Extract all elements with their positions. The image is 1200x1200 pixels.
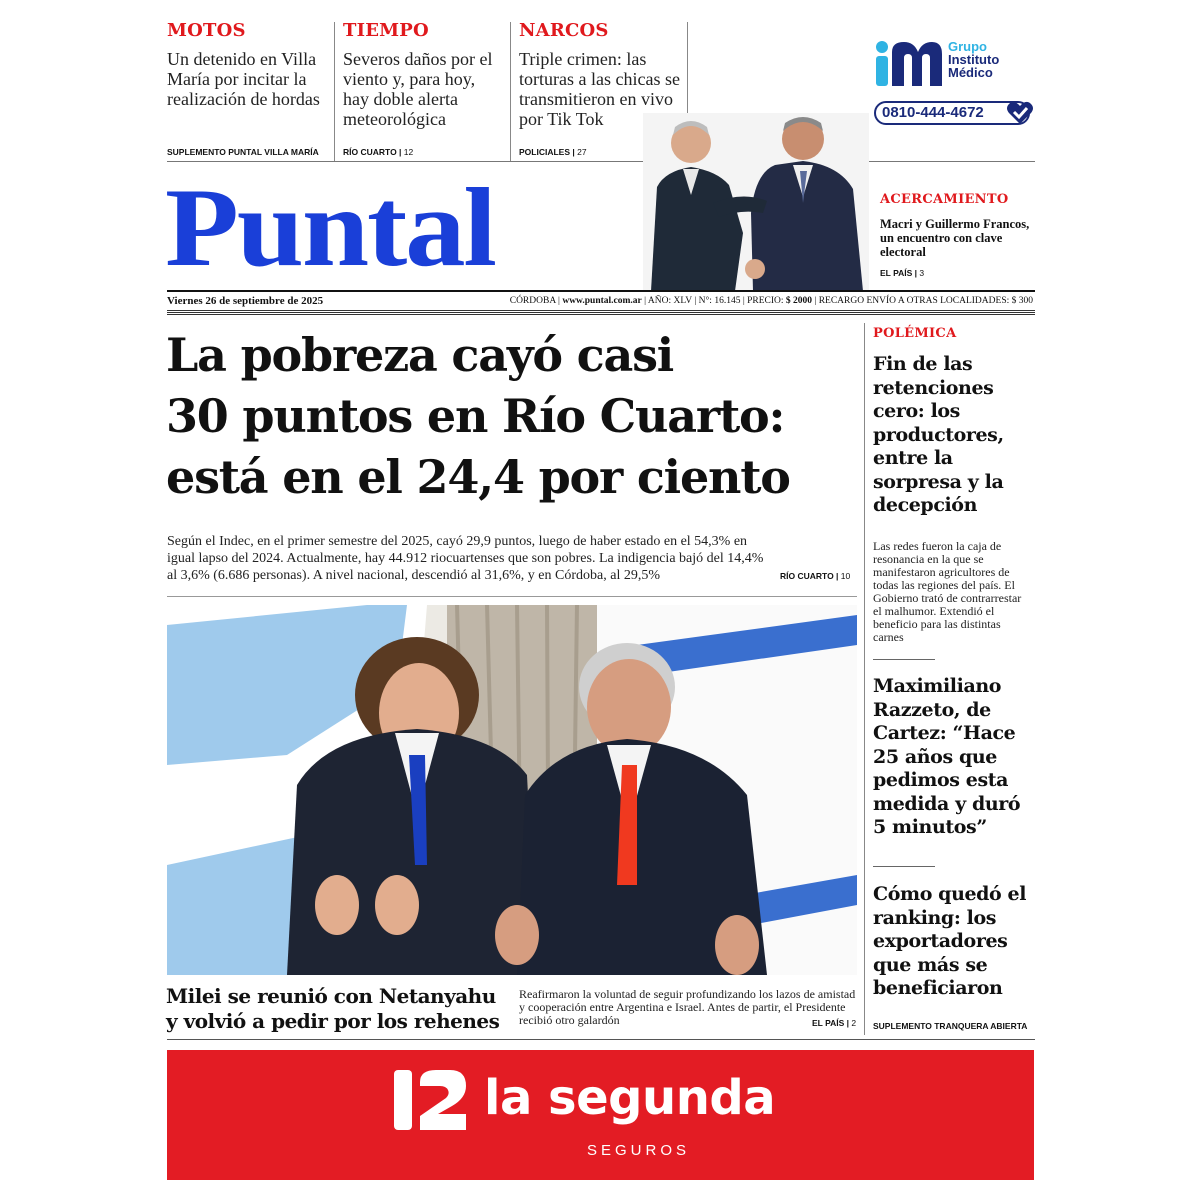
side-story3-ref: SUPLEMENTO TRANQUERA ABIERTA xyxy=(873,1021,1028,1031)
teaser-headline: Un detenido en Villa María por incitar la realización de hordas xyxy=(167,49,320,109)
teaser-kicker: NARCOS xyxy=(519,20,609,41)
instituto-medico-name xyxy=(948,40,999,79)
main-headline-line: La pobreza cayó casi xyxy=(166,328,674,382)
edition-price: $ 2000 xyxy=(785,296,813,306)
teaser-ref-page: 12 xyxy=(403,147,414,157)
side-story2-headline[interactable]: Maximiliano Razzeto, de Cartez: “Hace 25 años que pedimos esta medida y duró 5 minutos” xyxy=(873,675,1021,838)
main-ref-page: 10 xyxy=(840,571,851,581)
column-divider xyxy=(510,22,511,162)
teaser-kicker: TIEMPO xyxy=(343,20,429,41)
teaser-headline: Severos daños por el viento y, para hoy, hay doble alerta meteorológica xyxy=(343,49,493,129)
ad-brand: la segunda xyxy=(484,1070,776,1126)
photo-ref: EL PAÍS | 2 xyxy=(812,1018,857,1028)
la-segunda-logo-icon xyxy=(392,1068,472,1138)
column-divider xyxy=(864,323,865,1035)
instituto-medico-phone[interactable] xyxy=(874,101,1030,125)
teaser-ref-section: RÍO CUARTO xyxy=(343,147,397,157)
top-rule xyxy=(167,161,1035,162)
main-headline-line: está en el 24,4 por ciento xyxy=(166,450,790,504)
instituto-medico-logo-icon xyxy=(874,38,944,88)
teaser-motos[interactable] xyxy=(167,20,327,109)
teaser-ref: POLICIALES | 27 xyxy=(519,147,587,157)
acercamiento-story[interactable] xyxy=(880,192,1035,259)
photo-ref-section: EL PAÍS xyxy=(812,1018,845,1028)
column-divider xyxy=(334,22,335,162)
main-ref-section: RÍO CUARTO xyxy=(780,571,834,581)
edition-website[interactable]: www.puntal.com.ar xyxy=(562,296,642,306)
side-divider xyxy=(873,659,935,660)
edition-surcharge: RECARGO ENVÍO A OTRAS LOCALIDADES: $ 300 xyxy=(818,296,1033,306)
im-line2: Instituto xyxy=(948,52,1000,67)
acercamiento-photo[interactable] xyxy=(643,113,869,291)
acercamiento-ref-section: EL PAÍS xyxy=(880,268,913,278)
photo-text: Reafirmaron la voluntad de seguir profundizando los lazos de amistad y cooperación entre Argentina e Israel. Antes de partir, el Presidente recibió otro galardón xyxy=(519,987,856,1027)
main-ref: RÍO CUARTO | 10 xyxy=(780,571,851,581)
side-story1-headline[interactable]: Fin de las retenciones cero: los productores, entre la sorpresa y la decepción xyxy=(873,353,1004,516)
masthead-rule xyxy=(167,290,1035,292)
photo-ref-page: 2 xyxy=(851,1018,857,1028)
photo-headline[interactable]: Milei se reunió con Netanyahu y volvió a pedir por los rehenes xyxy=(166,984,500,1033)
edition-info: CÓRDOBA | www.puntal.com.ar | AÑO: XLV | N°: 16.145 | PRECIO: $ 2000 | RECARGO ENVÍO A OTRAS LOCALIDADES: $ 300 xyxy=(509,296,1033,306)
main-headline[interactable] xyxy=(166,325,856,508)
teaser-ref-section: POLICIALES xyxy=(519,147,571,157)
price-label: PRECIO: xyxy=(747,296,784,306)
side-story3-headline[interactable]: Cómo quedó el ranking: los exportadores que más se beneficiaron xyxy=(873,883,1027,999)
teaser-ref: RÍO CUARTO | 12 xyxy=(343,147,414,157)
bottom-rule xyxy=(167,1039,1035,1040)
teaser-kicker: MOTOS xyxy=(167,20,246,41)
main-headline-line: 30 puntos en Río Cuarto: xyxy=(166,389,785,443)
la-segunda-ad[interactable] xyxy=(167,1050,1034,1180)
edition-year: AÑO: XLV xyxy=(647,296,692,306)
main-lead: Según el Indec, en el primer semestre del 2025, cayó 29,9 puntos, luego de haber estado en el 54,3% en igual lapso del 2024. Actualmente, hay 44.912 riocuartenses que son pobres. La indigencia bajó del 14,4% al 3,6% (6.686 personas). A nivel nacional, descendió al 31,6%, y en Córdoba, al 29,5% xyxy=(167,534,764,583)
ad-sub: SEGUROS xyxy=(587,1142,691,1159)
check-heart-icon xyxy=(1006,100,1034,132)
teaser-headline: Triple crimen: las torturas a las chicas se transmitieron en vivo por Tik Tok xyxy=(519,49,680,129)
im-phone-number: 0810-444-4672 xyxy=(882,104,984,121)
masthead-logo[interactable]: Puntal xyxy=(165,166,495,290)
edition-date: Viernes 26 de septiembre de 2025 xyxy=(167,295,324,307)
milei-netanyahu-photo xyxy=(167,605,857,975)
teaser-ref-page: 27 xyxy=(577,147,587,157)
info-rule xyxy=(167,310,1035,316)
edition-city: CÓRDOBA xyxy=(509,296,556,306)
photo-illustration xyxy=(643,113,869,291)
side-divider xyxy=(873,866,935,867)
acercamiento-headline: Macri y Guillermo Francos, un encuentro con clave electoral xyxy=(880,217,1030,259)
acercamiento-kicker: ACERCAMIENTO xyxy=(880,192,1009,207)
main-photo[interactable] xyxy=(167,605,857,975)
edition-number: N°: 16.145 xyxy=(698,296,741,306)
main-rule xyxy=(167,596,857,597)
side-story1-text: Las redes fueron la caja de resonancia en la que se manifestaron agricultores de todas las regiones del país. El Gobierno trató de contrarrestar el malhumor. Extendió el beneficio para las distintas carnes xyxy=(873,539,1022,644)
side-kicker: POLÉMICA xyxy=(873,326,957,341)
im-line3: Médico xyxy=(948,65,993,80)
teaser-ref-section: SUPLEMENTO PUNTAL VILLA MARÍA xyxy=(167,147,319,157)
acercamiento-ref: EL PAÍS | 3 xyxy=(880,268,925,278)
acercamiento-ref-page: 3 xyxy=(919,268,925,278)
teaser-ref xyxy=(167,147,319,157)
im-line1: Grupo xyxy=(948,39,987,54)
teaser-tiempo[interactable] xyxy=(343,20,505,129)
